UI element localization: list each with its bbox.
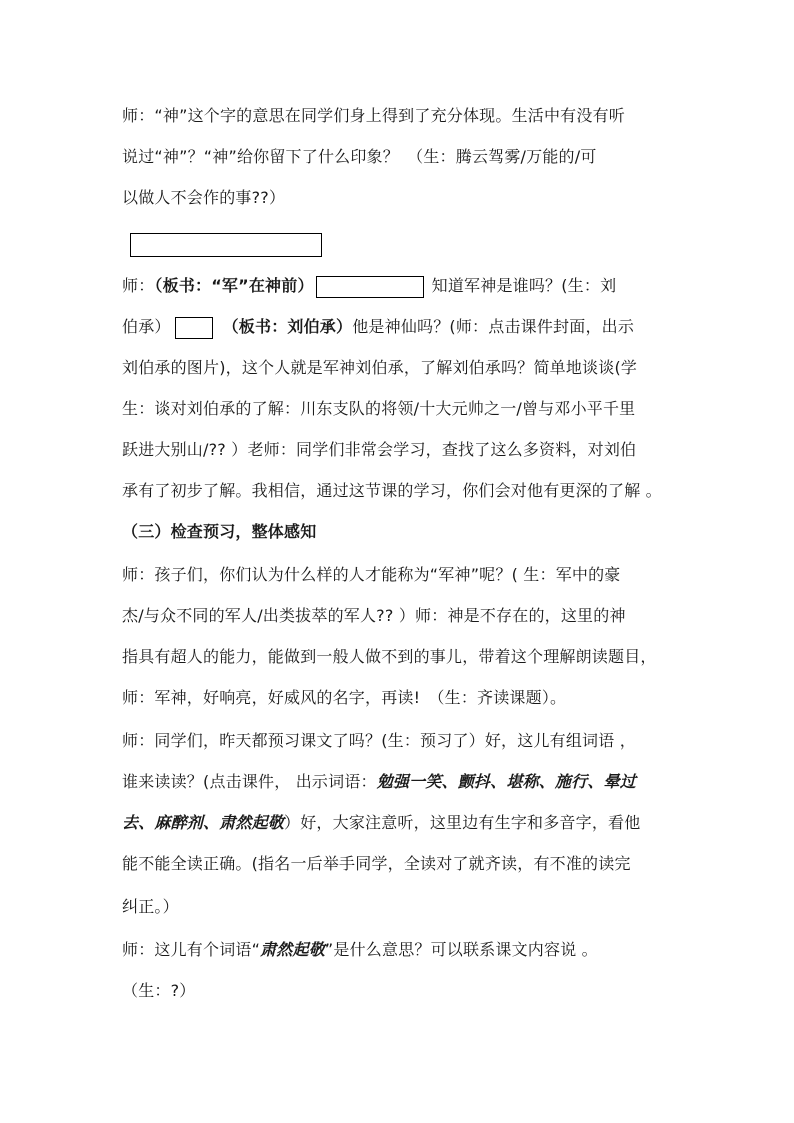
p2-line-1-tail: 知道军神是谁吗？(生：刘 bbox=[431, 276, 617, 295]
p1-line-1: 师：“神”这个字的意思在同学们身上得到了充分体现。生活中有没有听 bbox=[122, 106, 625, 125]
p2-line-2-tail: 他是神仙吗？(师：点击课件封面，出示 bbox=[352, 317, 635, 336]
p1-line-3: 以做人不会作的事??） bbox=[122, 188, 286, 207]
inline-blank-box-1 bbox=[316, 276, 424, 298]
p4-line-1: 师：同学们，昨天都预习课文了吗？(生：预习了）好，这儿有组词语 ， bbox=[122, 731, 636, 750]
p3-line-3: 指具有超人的能力，能做到一般人做不到的事儿，带着这个理解朗读题目， bbox=[122, 647, 657, 666]
p2-line-3: 刘伯承的图片)，这个人就是军神刘伯承，了解刘伯承吗？简单地谈谈(学 bbox=[122, 358, 638, 377]
p5-line-2: （生：?） bbox=[122, 981, 196, 1000]
p5-line-1-head: 师：这儿有个词语“ bbox=[122, 940, 261, 959]
blank-box bbox=[130, 233, 322, 257]
p2-line-2 bbox=[122, 313, 634, 341]
p3-line-4: 师：军神，好响亮，好威风的名字，再读! （生：齐读课题）。 bbox=[122, 688, 567, 707]
p4-line-3 bbox=[122, 809, 640, 837]
section-heading-3: （三）检查预习，整体感知 bbox=[122, 522, 317, 541]
p2-teacher-label: 师： bbox=[122, 276, 155, 295]
p4-line-3-tail: ）好，大家注意听，这里边有生字和多音字，看他 bbox=[284, 813, 641, 832]
board-note-jun: （板书：“军”在神前） bbox=[154, 276, 314, 295]
p2-line-2-head: 伯承） bbox=[122, 317, 171, 336]
p5-line-1-tail: ”是什么意思？可以联系课文内容说 。 bbox=[324, 940, 598, 959]
vocabulary-words-1: 勉强一笑、颤抖、堪称、施行、晕过 bbox=[376, 772, 636, 791]
p4-line-5: 纠正。） bbox=[122, 897, 179, 916]
vocabulary-words-2: 去、麻醉剂、肃然起敬 bbox=[122, 813, 285, 832]
inline-blank-box-2 bbox=[175, 317, 213, 339]
p3-line-1: 师：孩子们，你们认为什么样的人才能称为“军神”呢？( 生：军中的豪 bbox=[122, 565, 621, 584]
board-note-liubocheng: （板书：刘伯承） bbox=[222, 317, 353, 336]
p1-line-2: 说过“神”？“神”给你留下了什么印象？ （生：腾云驾雾/万能的/可 bbox=[122, 147, 597, 166]
p4-line-2 bbox=[122, 768, 636, 796]
p4-line-2-head: 谁来读读？(点击课件， 出示词语： bbox=[122, 772, 377, 791]
term-surangqijing: 肃然起敬 bbox=[260, 940, 325, 959]
p3-line-2: 杰/与众不同的军人/出类拔萃的军人?? ）师：神是不存在的，这里的神 bbox=[122, 606, 626, 625]
p2-line-4: 生：谈对刘伯承的了解：川东支队的将领/十大元帅之一/曾与邓小平千里 bbox=[122, 399, 636, 418]
p4-line-4: 能不能全读正确。(指名一后举手同学，全读对了就齐读，有不准的读完 bbox=[122, 854, 631, 873]
p2-line-1 bbox=[122, 272, 616, 300]
p2-line-5: 跃进大别山/?? ）老师：同学们非常会学习，查找了这么多资料，对刘伯 bbox=[122, 440, 637, 459]
p2-line-6: 承有了初步了解。我相信，通过这节课的学习，你们会对他有更深的了解 。 bbox=[122, 481, 662, 500]
p5-line-1 bbox=[122, 936, 598, 964]
